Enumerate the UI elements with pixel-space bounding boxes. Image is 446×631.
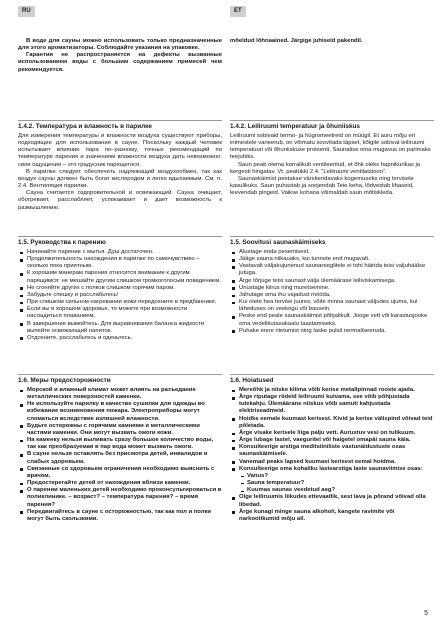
list-item: О парении маленьких детей необходимо проконсультироваться в поликлинике. – возраст? – температура парения? – время парения? (18, 487, 222, 508)
list-item: Jääge sauna niikauaks, kui tunnete end mugavalt. (230, 256, 434, 263)
list-item: Ärge lubage lastel, vaeguritel või haigetel omapäi sauna käia. (230, 437, 434, 444)
section-bathing-guidelines (18, 236, 222, 342)
list-item: Продолжительность нахождения в парилке по самочувствию – сколько пока приятным. (18, 256, 222, 270)
list-item: В сауне нельзя оставлять без присмотра детей, инвалидов и слабых здоровьем. (18, 451, 222, 465)
section-bathing-guidelines (230, 236, 434, 335)
list-item: Alustage enda pesemisest. (230, 249, 434, 256)
list-item: Olge leiliruumis liikudes ettevaatlik, sest lava ja põrand võivad olla libedad. (230, 494, 434, 508)
list-item: Морской и влажный климат может влиять на разъедание металлических поверхностей каменки. (18, 387, 222, 401)
section-heading: 1.6. Меры предосторожности (18, 377, 111, 384)
list-item: Если вы в хорошем здоровье, то можете при возможности насладиться плаванием. (18, 306, 222, 320)
precaution-list (18, 387, 222, 523)
intro-paragraph: В воде для сауны можно использовать только предназначенные для этого ароматизаторы. Соблюдайте указания на упаковке. (18, 38, 222, 52)
section-precautions (18, 374, 222, 523)
section-divider (230, 374, 434, 375)
list-item: Ärge tõrjuge teisi saunast välja ülemäärase leiliviskamisega. (230, 278, 434, 285)
body-paragraph: Сауна считается оздоровительной и освежающей. Сауна очищает, обогревает, расслабляет, успокаивает и дает возможность к размышлению. (18, 190, 222, 211)
section-temperature-humidity (230, 120, 434, 197)
list-item: При слишком сильном нагревании кожи передохните в предбаннике. (18, 299, 222, 306)
list-item: Ärge kunagi minge sauna alkoholi, kangete ravimite või narkootikumid mõju all. (230, 509, 434, 523)
list-item: Забудьте спешку и расслабьтесь! (18, 292, 222, 299)
list-item: Ärge riputage riideid leiliruumi kuivama, see võib põhjustada tulekahju. Ülemäärane niiskus võib samuti kahjustada elektriseadmeid. (230, 394, 434, 415)
page-number: 5 (424, 610, 428, 617)
intro-notice (18, 38, 222, 74)
list-item: Jahutage oma ihu vajadust mööda. (230, 292, 434, 299)
section-temperature-humidity (18, 120, 222, 212)
guideline-list (230, 249, 434, 335)
body-paragraph: Для измерения температуры и влажности воздуха существуют приборы, подходящие для использования в сауне. Поскольку каждый человек испытывает влияние пара по–разному, точных рекомендаций по температуре парения и значениям влажности воздуха дать невозможно: свои ощущения – это градусник парящегося. (18, 133, 222, 168)
list-item: Vanemad peaks lapsed kuumast kerisest eemal hoidma. (230, 459, 434, 466)
section-heading: 1.4.2. Leiliruumi temperatuur ja õhuniiskus (230, 123, 360, 130)
intro-notice (230, 38, 434, 45)
list-item: Mereõhk ja niiske kliima võib kerise metallpinnad rooste ajada. (230, 387, 434, 394)
intro-paragraph: mõeldud lõhnaained. Järgige juhiseid pakendil. (230, 38, 363, 44)
section-heading: 1.5. Руководства к парению (18, 239, 106, 246)
language-code-ru: RU (18, 6, 35, 17)
sub-list-item: Kuumas saunas veedetud aeg? (230, 487, 434, 494)
body-paragraph: Leiliruumi sobivaid termo- ja hügromeetreid on müügil. Et auru mõju eri inimestele varieerub, on võimatu soovitada täpset, kõigile sobivat leiliruumi temperatuuri või õhuniiskuse protsenti. Saunalise oma mugavus on parimaks teejuhiks. (230, 133, 431, 161)
list-item: Не сгоняйте других с полков слишком горячим паром. (18, 285, 222, 292)
list-item: Konsulteerige oma kohaliku lastearstiga laste saunaviimise osas: (230, 466, 434, 473)
warning-list (230, 387, 434, 523)
list-item: Будьте осторожны с горячими камнями и металлическими частями каменки. Они могут вызвать ожоги кожи. (18, 423, 222, 437)
section-divider (18, 374, 222, 375)
section-warnings (230, 374, 434, 523)
section-divider (230, 120, 434, 121)
guideline-list (18, 249, 222, 342)
section-divider (18, 120, 222, 121)
list-item: Ärge visake kerisele liiga palju vett. Aurustuv vesi on tulikuum. (230, 430, 434, 437)
sub-list-item: Sauna temperatuur? (230, 480, 434, 487)
list-item: Передвигайтесь в сауне с осторожностью, так как пол и полки могут быть скользкими. (18, 509, 222, 523)
section-divider (18, 236, 222, 237)
list-item: Puhake enne riietumist ning laske pulsil normaliseeruda. (230, 328, 434, 335)
list-item: Предостерегайте детей от нахождения вблизи каменки. (18, 480, 222, 487)
section-heading: 1.6. Hoiatused (230, 377, 274, 384)
language-code-et: ET (230, 6, 246, 17)
list-item: Hoidke eemale kuumast kerisest. Kivid ja kerise välispind võivad teid põletada. (230, 416, 434, 430)
list-item: На каменку нельзя выливать сразу большое количество воды, так как преобразуемая в пар вода может вызвать ожоги. (18, 437, 222, 451)
list-item: Начинайте парение с мытья. Душ достаточен. (18, 249, 222, 256)
list-item: К хорошим манерам парения относится внимание к другим парящимся: не мешайте другим слишком громкоголосым поведением. (18, 270, 222, 284)
section-heading: 1.4.2. Температура и влажность в парилке (18, 123, 152, 130)
body-paragraph: Saun peab olema korralikult ventileeritud, et õhk oleks hapnikurikas ja kergesti hingatav. Vt. peatükki 2.4. "Leiliruumi ventilatsioon". (230, 161, 421, 175)
list-item: Связанные со здоровьем ограничения необходимо выяснить с врачом. (18, 466, 222, 480)
intro-paragraph: Гарантия не распространяется на дефекты вызванные использованием воды с большим содержанием примесей чем рекомендуется. (18, 52, 222, 73)
list-item: Не используйте парилку в качестве сушилки для одежды во избежание возникновения пожара. Электроприборы могут сломаться вследствие излишней влажности. (18, 401, 222, 422)
body-paragraph: Saunaskäimist peetakse värskendavaks kogemuseks ning tervisele kasulikuks. Saun puhastab ja soojendab Teie keha, lõdvestab lihaseid, leevendab pingeid. Vaikse kohana võimaldab saun mõtiskleda. (230, 175, 414, 197)
list-item: В завершение вымойтесь. Для выравнивания баланса жидкости выпейте освежающий напиток. (18, 321, 222, 335)
body-paragraph: В парилке следует обеспечить надлежащий воздухообмен, так как воздух сауны должен быть богат кислородом и легко вдыхаемым. См. п. 2.4. Вентиляция парилки. (18, 168, 222, 190)
list-item: Kui olete hea tervise juures, võite minna saunast väljudes ujuma, kui läheduses on veekogu või bassein. (230, 299, 434, 313)
list-item: Konsulteerige arstiga meditsiiniliste vastunäidustuste osas saunaskäimisele. (230, 444, 434, 458)
list-item: Peske end peale saunaskäimist põhjalikult. Jooge vett või karastusjooke oma vedelikutasakaalu taastamiseks. (230, 313, 434, 327)
section-heading: 1.5. Soovitusi saunaskäimiseks (230, 239, 326, 246)
list-item: Отдохните, расслабьтесь и оденьтесь. (18, 335, 222, 342)
section-divider (230, 236, 434, 237)
list-item: Unustage kiirus ning muretsemine. (230, 285, 434, 292)
sub-list-item: Vanus? (230, 473, 434, 480)
list-item: Vastavalt väljakujunenud saunareeglitele ei tohi häirida teisi valjuhäälse jutuga. (230, 263, 434, 277)
